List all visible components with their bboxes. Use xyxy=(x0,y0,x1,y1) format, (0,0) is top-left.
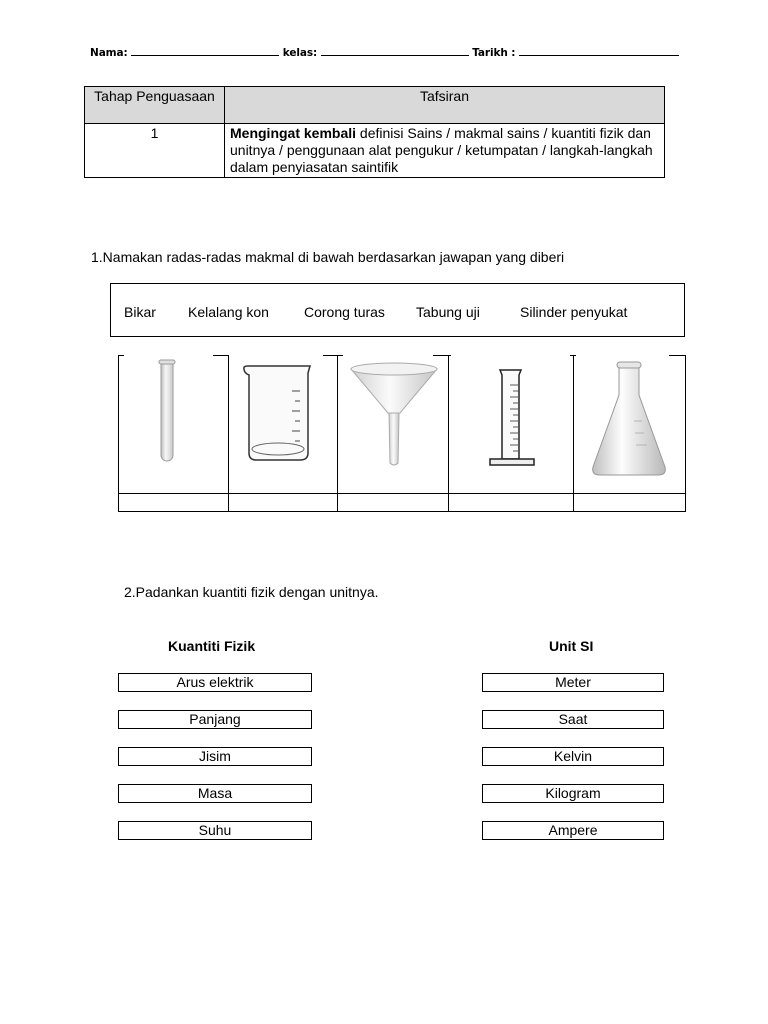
quantity-box-jisim[interactable]: Jisim xyxy=(118,747,312,766)
word-silinder-penyukat: Silinder penyukat xyxy=(520,304,628,320)
unit-box-saat[interactable]: Saat xyxy=(482,710,664,729)
quantity-box-suhu[interactable]: Suhu xyxy=(118,821,312,840)
unit-box-ampere[interactable]: Ampere xyxy=(482,821,664,840)
word-corong-turas: Corong turas xyxy=(304,304,385,320)
question-2-text: 2.Padankan kuantiti fizik dengan unitnya. xyxy=(124,584,379,600)
kuantiti-fizik-heading: Kuantiti Fizik xyxy=(168,638,256,654)
tafsiran-cell xyxy=(225,124,665,178)
unit-si-heading: Unit SI xyxy=(549,638,594,654)
tarikh-field[interactable] xyxy=(519,46,679,56)
quantity-box-panjang[interactable]: Panjang xyxy=(118,710,312,729)
table-row xyxy=(85,124,665,178)
measuring-cylinder-image xyxy=(488,367,536,471)
tahap-level: 1 xyxy=(85,124,225,178)
word-bank-box xyxy=(110,283,685,337)
nama-field[interactable] xyxy=(131,46,279,56)
word-tabung-uji: Tabung uji xyxy=(416,304,480,320)
funnel-image xyxy=(348,361,440,469)
kelas-label: kelas: xyxy=(282,47,318,59)
word-kelalang-kon: Kelalang kon xyxy=(188,304,269,320)
conical-flask-image xyxy=(586,359,672,485)
table-header-row xyxy=(85,87,665,124)
tafsiran-header: Tafsiran xyxy=(225,87,665,124)
unit-box-kilogram[interactable]: Kilogram xyxy=(482,784,664,803)
quantity-box-masa[interactable]: Masa xyxy=(118,784,312,803)
word-bikar: Bikar xyxy=(124,304,156,320)
question-1-text: 1.Namakan radas-radas makmal di bawah berdasarkan jawapan yang diberi xyxy=(91,249,565,265)
tarikh-label: Tarikh : xyxy=(472,47,516,59)
quantity-box-arus-elektrik[interactable]: Arus elektrik xyxy=(118,673,312,692)
student-info-header xyxy=(90,46,679,59)
nama-label: Nama: xyxy=(90,47,128,59)
unit-box-meter[interactable]: Meter xyxy=(482,673,664,692)
test-tube-image xyxy=(154,359,180,465)
tahap-penguasaan-table xyxy=(84,86,665,178)
tafsiran-text: definisi Sains / makmal sains / kuantiti fizik dan unitnya / penggunaan alat pengukur / ketumpatan / langkah-langkah dalam penyiasatan saintifik xyxy=(230,125,653,175)
unit-box-kelvin[interactable]: Kelvin xyxy=(482,747,664,766)
beaker-image xyxy=(240,363,318,463)
tahap-header: Tahap Penguasaan xyxy=(85,87,225,124)
kelas-field[interactable] xyxy=(321,46,469,56)
apparatus-grid xyxy=(118,355,686,512)
tafsiran-bold: Mengingat kembali xyxy=(230,125,357,141)
